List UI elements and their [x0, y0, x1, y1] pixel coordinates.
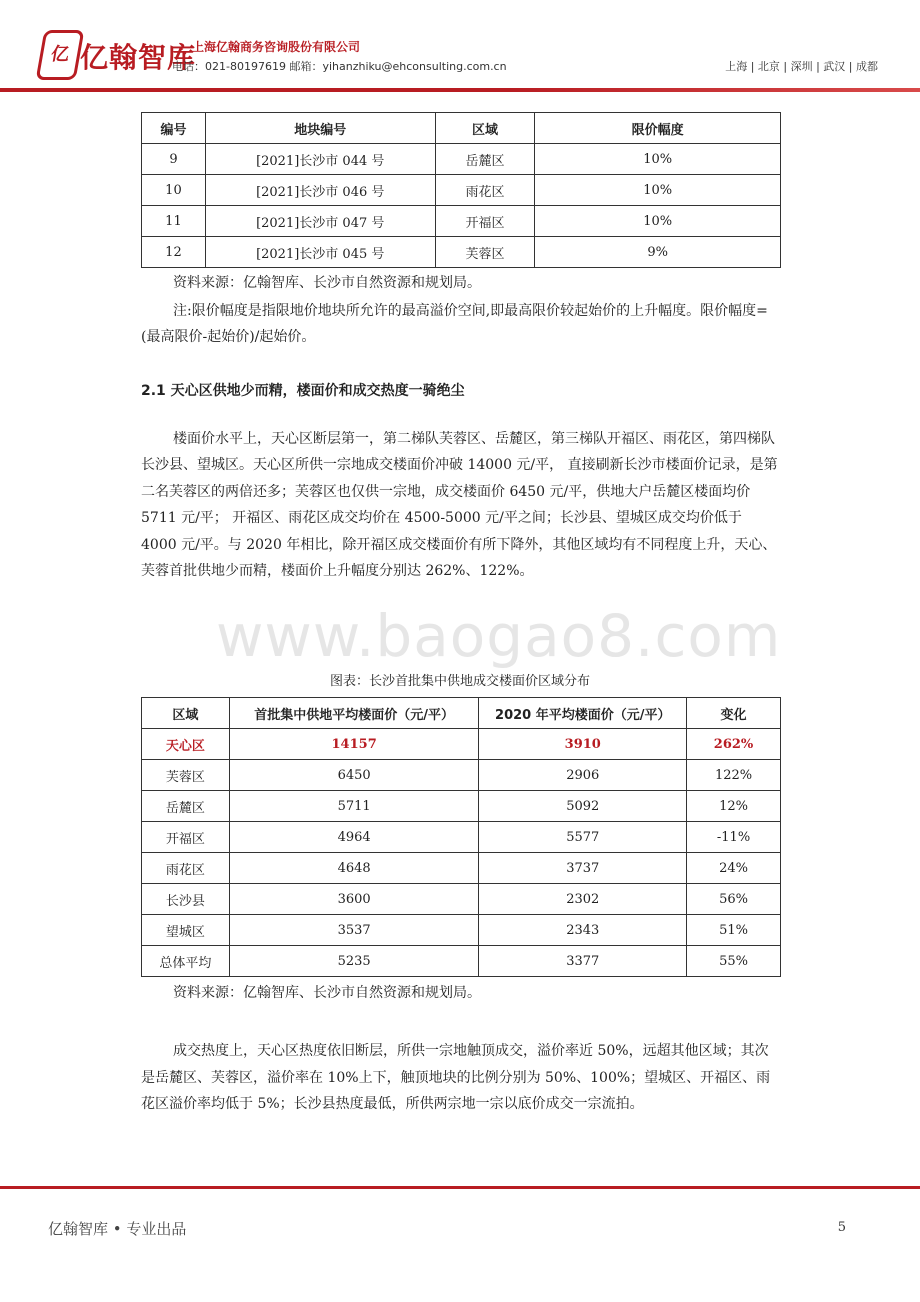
table-row [142, 884, 781, 915]
office-cities: 上海 | 北京 | 深圳 | 武汉 | 成都 [725, 60, 878, 73]
table-row [142, 853, 781, 884]
logo-icon: 亿 [36, 30, 85, 80]
table-cell: 10% [535, 175, 781, 206]
table-cell: 11 [142, 206, 206, 237]
table-cell: 天心区 [142, 729, 230, 760]
table-cell: 2343 [479, 915, 687, 946]
table-cell: 岳麓区 [142, 791, 230, 822]
footer-brand: 亿翰智库 • 专业出品 [48, 1220, 187, 1238]
header-cell: 区域 [435, 113, 535, 144]
table-cell: 望城区 [142, 915, 230, 946]
table-cell: 5235 [229, 946, 479, 977]
table-row [142, 760, 781, 791]
table-header-row [142, 113, 781, 144]
table-row [142, 915, 781, 946]
land-price-limit-table [141, 112, 781, 268]
page-header [0, 0, 920, 100]
district-floor-price-table [141, 697, 781, 977]
header-cell: 2020 年平均楼面价（元/平） [479, 698, 687, 729]
table-row [142, 175, 781, 206]
section-heading: 2.1 天心区供地少而精，楼面价和成交热度一骑绝尘 [141, 383, 465, 399]
table-row [142, 946, 781, 977]
watermark: www.baogao8.com [216, 602, 782, 670]
definition-note: 注:限价幅度是指限地价地块所允许的最高溢价空间,即最高限价较起始价的上升幅度。限价幅度=(最高限价-起始价)/起始价。 [141, 303, 768, 345]
footer-divider [0, 1186, 920, 1189]
page-number: 5 [837, 1220, 846, 1235]
table-cell: 51% [687, 915, 781, 946]
header-cell: 限价幅度 [535, 113, 781, 144]
header-divider [0, 88, 920, 92]
table-cell: 雨花区 [142, 853, 230, 884]
table-cell: 262% [687, 729, 781, 760]
table-row [142, 144, 781, 175]
analysis-paragraph-1: 楼面价水平上，天心区断层第一，第二梯队芙蓉区、岳麓区，第三梯队开福区、雨花区，第四梯队长沙县、望城区。天心区所供一宗地成交楼面价冲破 14000 元/平， 直接刷新长沙市楼面价记录，是第二名芙蓉区的两倍还多；芙蓉区也仅供一宗地，成交楼面价 6450 元/平，供地大户岳麓区楼面均价 5711 元/平； 开福区、雨花区成交均价在 4500-5000 元/平之间；长沙县、望城区成交均价低于 4000 元/平。与 2020 年相比，除开福区成交楼面价有所下降外，其他区域均有不同程度上升，天心、芙蓉首批供地少而精，楼面价上升幅度分别达 262%、122%。 [141, 431, 778, 580]
table-cell: 6450 [229, 760, 479, 791]
table-cell: 3600 [229, 884, 479, 915]
table-cell: 5711 [229, 791, 479, 822]
table-cell: [2021]长沙市 046 号 [205, 175, 435, 206]
table-row [142, 206, 781, 237]
table-cell: 岳麓区 [435, 144, 535, 175]
analysis-paragraph-2: 成交热度上，天心区热度依旧断层，所供一宗地触顶成交，溢价率近 50%，远超其他区域；其次是岳麓区、芙蓉区，溢价率在 10%上下，触顶地块的比例分别为 50%、100%；望城区、开福区、雨花区溢价率均低于 5%；长沙县热度最低，所供两宗地一宗以底价成交一宗流拍。 [141, 1043, 771, 1112]
table-cell: 3910 [479, 729, 687, 760]
table-cell: 10 [142, 175, 206, 206]
logo-text: 亿翰智库 [80, 41, 197, 74]
source-note-2: 资料来源：亿翰智库、长沙市自然资源和规划局。 [173, 985, 481, 1001]
table-cell: 5577 [479, 822, 687, 853]
table-cell: 10% [535, 206, 781, 237]
table-cell: 4964 [229, 822, 479, 853]
table-cell: 9 [142, 144, 206, 175]
header-cell: 地块编号 [205, 113, 435, 144]
table-cell: 56% [687, 884, 781, 915]
table-cell: 122% [687, 760, 781, 791]
company-name: 上海亿翰商务咨询股份有限公司 [192, 40, 361, 54]
table-cell: 10% [535, 144, 781, 175]
table-cell: 55% [687, 946, 781, 977]
table-cell: 14157 [229, 729, 479, 760]
table-cell: 24% [687, 853, 781, 884]
header-cell: 区域 [142, 698, 230, 729]
table-cell: 2302 [479, 884, 687, 915]
table-cell: 5092 [479, 791, 687, 822]
table-cell: [2021]长沙市 045 号 [205, 237, 435, 268]
table-cell: 12 [142, 237, 206, 268]
table-cell: 3537 [229, 915, 479, 946]
table-cell: -11% [687, 822, 781, 853]
table-cell: 长沙县 [142, 884, 230, 915]
table-cell: 3377 [479, 946, 687, 977]
table-cell: 9% [535, 237, 781, 268]
header-cell: 变化 [687, 698, 781, 729]
table-cell: 2906 [479, 760, 687, 791]
table-cell: 总体平均 [142, 946, 230, 977]
table-row [142, 822, 781, 853]
header-cell: 首批集中供地平均楼面价（元/平） [229, 698, 479, 729]
table-cell: 开福区 [435, 206, 535, 237]
table-row-highlighted [142, 729, 781, 760]
table-cell: 4648 [229, 853, 479, 884]
table-cell: 芙蓉区 [435, 237, 535, 268]
table-cell: 雨花区 [435, 175, 535, 206]
table-cell: 12% [687, 791, 781, 822]
table-row [142, 791, 781, 822]
table-cell: 3737 [479, 853, 687, 884]
table-cell: 开福区 [142, 822, 230, 853]
figure-caption: 图表：长沙首批集中供地成交楼面价区域分布 [329, 674, 590, 689]
table-row [142, 237, 781, 268]
table-cell: [2021]长沙市 044 号 [205, 144, 435, 175]
table-cell: 芙蓉区 [142, 760, 230, 791]
table-header-row [142, 698, 781, 729]
header-cell: 编号 [142, 113, 206, 144]
table-cell: [2021]长沙市 047 号 [205, 206, 435, 237]
contact-info: 电话：021-80197619 邮箱：yihanzhiku@ehconsulting.com.cn [172, 60, 507, 73]
source-note-1: 资料来源：亿翰智库、长沙市自然资源和规划局。 [173, 275, 481, 291]
